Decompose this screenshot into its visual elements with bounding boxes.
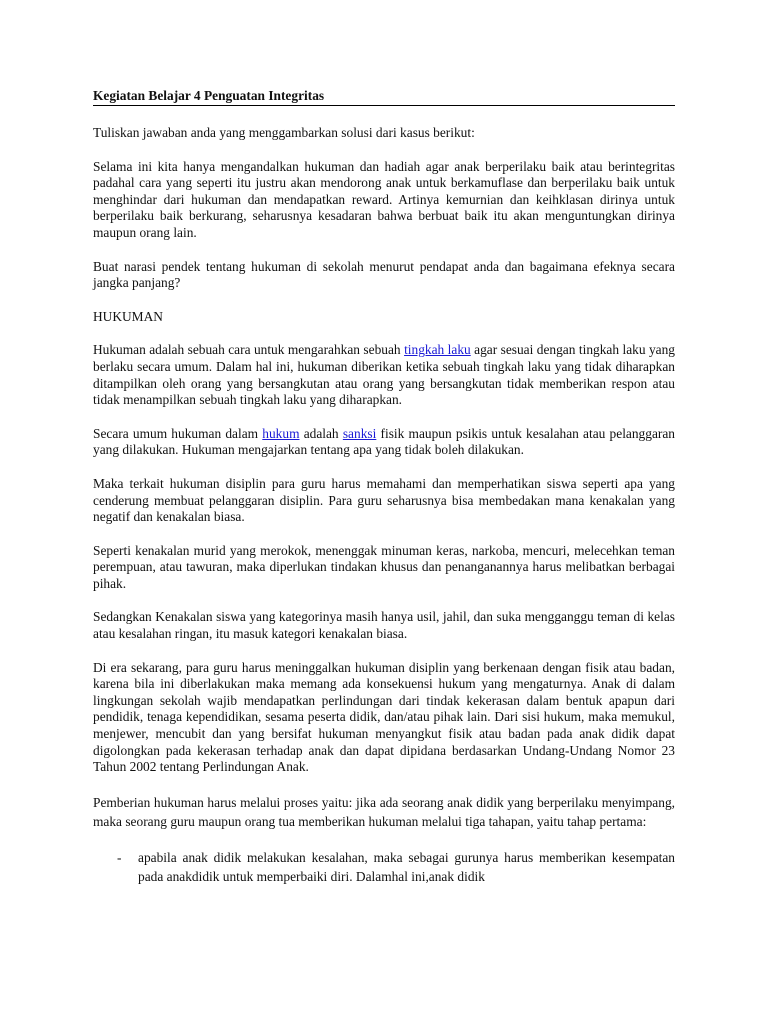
paragraph-text: Secara umum hukuman dalam [93,425,263,441]
paragraph-law [93,426,675,459]
instruction-paragraph: Tuliskan jawaban anda yang menggambarkan solusi dari kasus berikut: [93,125,475,140]
paragraph-text: fisik maupun psikis untuk kesalahan atau pelanggaran yang dilakukan. Hukuman mengajarkan tentang apa yang tidak boleh dilakukan. [93,425,675,458]
paragraph-discipline: Maka terkait hukuman disiplin para guru harus memahami dan memperhatikan siswa seperti apa yang cenderung membuat pelanggaran disiplin. Para guru seharusnya bisa membedakan mana kenakalan yang negatif dan kenakalan biasa. [93,475,675,525]
dash-bullet: - [117,849,122,865]
case-paragraph: Selama ini kita hanya mengandalkan hukuman dan hadiah agar anak berperilaku baik atau berintegritas padahal cara yang seperti itu justru akan mendorong anak untuk berkamuflase dan berperilaku baik untuk menghindar dari hukuman dan mendapatkan reward. Artinya kemurnian dan keihklasan dirinya untuk berperilaku baik berkurang, seharusnya kesadaran bahwa berbuat baik itu akan menguntungkan dirinya maupun orang lain. [93,158,675,240]
task-paragraph: Buat narasi pendek tentang hukuman di sekolah menurut pendapat anda dan bagaimana efeknya secara jangka panjang? [93,258,675,291]
paragraph-text: adalah [299,425,343,441]
paragraph-text: Hukuman adalah sebuah cara untuk mengarahkan sebuah [93,342,405,358]
stage-list [93,848,675,886]
section-title: HUKUMAN [93,308,163,324]
list-item [93,848,675,886]
link-hukum[interactable]: hukum [262,425,300,441]
link-sanksi[interactable]: sanksi [342,425,377,441]
link-tingkah-laku[interactable]: tingkah laku [404,342,471,358]
paragraph-serious-misconduct: Seperti kenakalan murid yang merokok, menenggak minuman keras, narkoba, mencuri, melecehkan teman perempuan, atau tawuran, maka diperlukan tindakan khusus dan penanganannya harus melibatkan berbagai pihak. [93,542,675,591]
paragraph-modern-era: Di era sekarang, para guru harus meninggalkan hukuman disiplin yang berkenaan dengan fisik atau badan, karena bila ini diberlakukan maka memang ada konsekuensi hukum yang mengaturnya. Anak di dalam lingkungan sekolah wajib mendapatkan perlindungan dari tindak kekerasan dalam bentuk apapun dari pendidik, tenaga kependidikan, sesama peserta didik, dan/atau pihak lain. Dari sisi hukum, maka memukul, menjewer, mencubit dan yang bersifat hukuman menyangkut fisik atau badan pada anak didik dapat digolongkan pada kekerasan terhadap anak dan dapat dipidana berdasarkan Undang-Undang Nomor 23 Tahun 2002 tentang Perlindungan Anak. [93,659,675,775]
paragraph-definition [93,342,675,408]
list-item-text: apabila anak didik melakukan kesalahan, maka sebagai gurunya harus memberikan kesempatan pada anakdidik untuk memperbaiki diri. Dalamhal ini,anak didik [138,849,675,884]
paragraph-text: agar sesuai dengan tingkah laku yang berlaku secara umum. Dalam hal ini, hukuman diberikan ketika sebuah tingkah laku yang tidak diharapkan ditampilkan oleh orang yang bersangkutan atau orang yang bersangkutan tidak memberikan respon atau tidak menampilkan sebuah tingkah laku yang diharapkan. [93,342,675,408]
document-heading: Kegiatan Belajar 4 Penguatan Integritas [93,88,675,106]
document-body [93,88,675,886]
paragraph-minor-misconduct: Sedangkan Kenakalan siswa yang kategorinya masih hanya usil, jahil, dan suka mengganggu teman di kelas atau kesalahan ringan, itu masuk kategori kenakalan biasa. [93,609,675,642]
paragraph-process: Pemberian hukuman harus melalui proses yaitu: jika ada seorang anak didik yang berperilaku menyimpang, maka seorang guru maupun orang tua memberikan hukuman melalui tiga tahapan, yaitu tahap pertama: [93,794,675,829]
